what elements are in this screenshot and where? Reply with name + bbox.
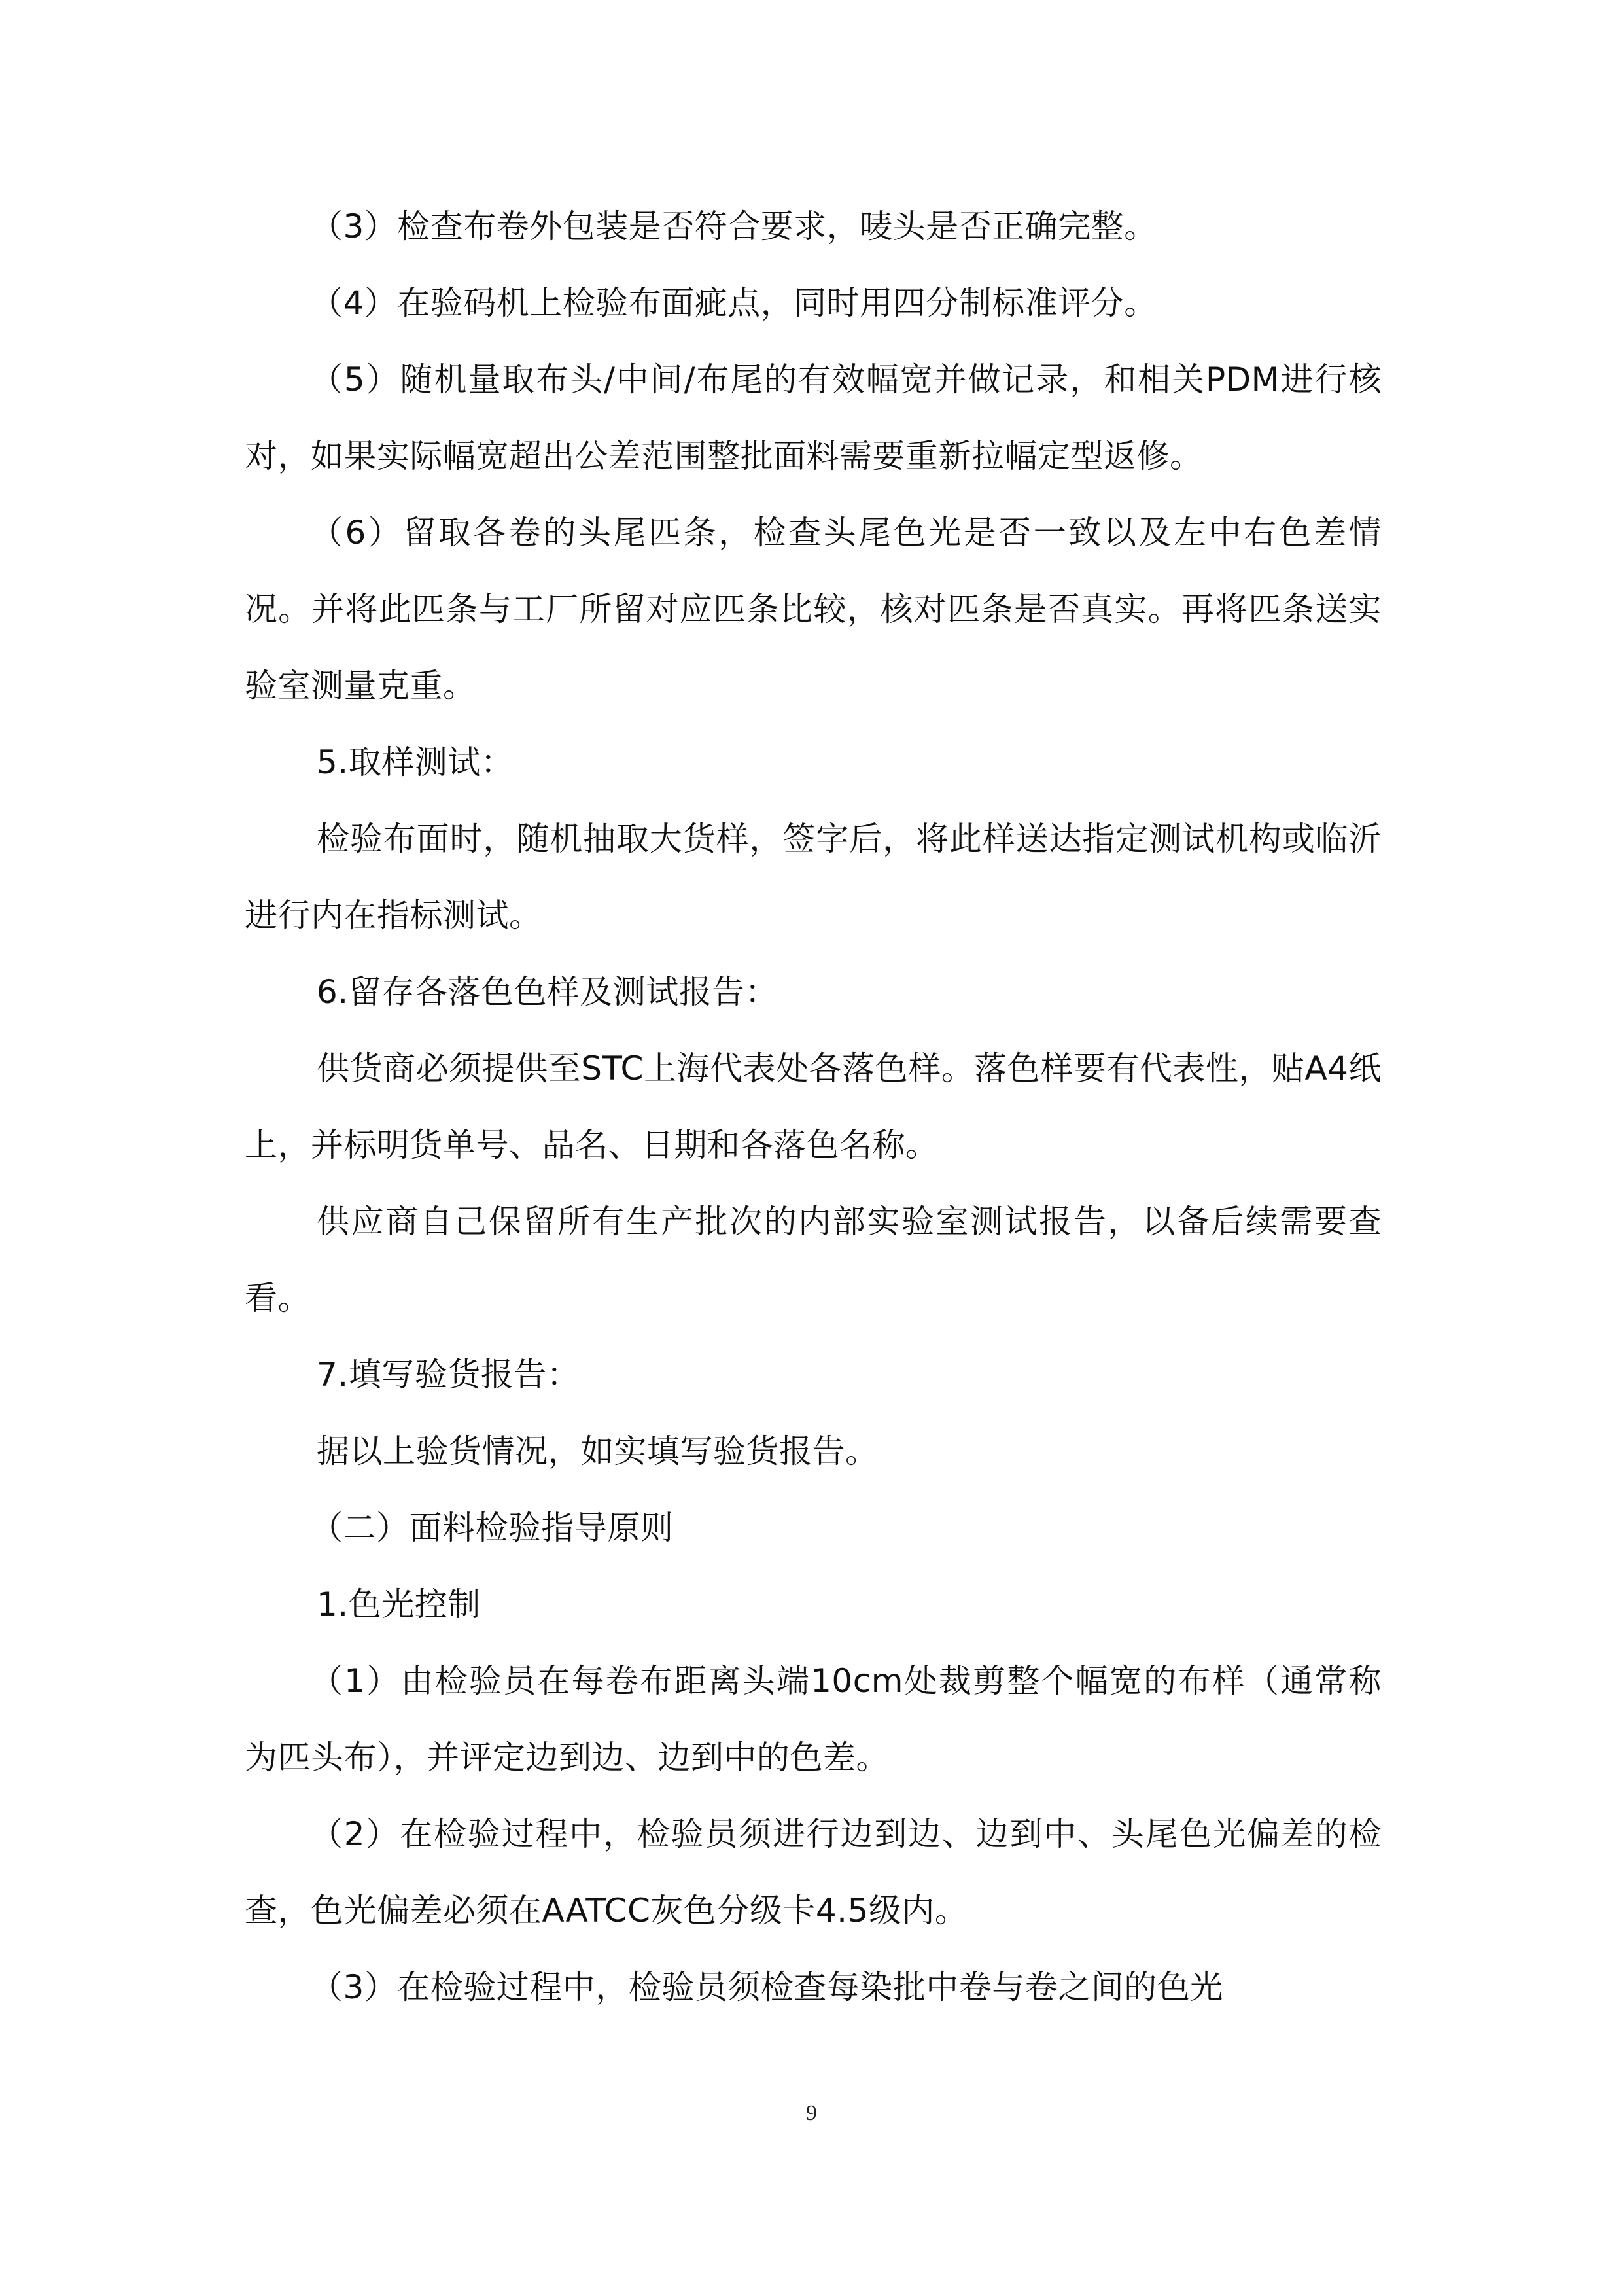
heading-shade-control: 1.色光控制 bbox=[317, 1585, 481, 1623]
paragraph-packaging-check: （3）检查布卷外包装是否符合要求，唛头是否正确完整。 bbox=[310, 207, 1157, 245]
paragraph-sampling-test: 检验布面时，随机抽取大货样，签字后，将此样送达指定测试机构或临沂进行内在指标测试。 bbox=[245, 820, 1382, 934]
paragraph-inspection-report: 据以上验货情况，如实填写验货报告。 bbox=[317, 1432, 879, 1470]
paragraph-supplier-samples: 供货商必须提供至STC上海代表处各落色样。落色样要有代表性，贴A4纸上，并标明货单号、品名、日期和各落色名称。 bbox=[245, 1050, 1382, 1164]
heading-fabric-guidelines: （二）面料检验指导原则 bbox=[310, 1509, 674, 1547]
paragraph-head-tail-strips: （6）留取各卷的头尾匹条，检查头尾色光是否一致以及左中右色差情况。并将此匹条与工厂所留对应匹条比较，核对匹条是否真实。再将匹条送实验室测量克重。 bbox=[245, 514, 1382, 705]
paragraph-shade-control-3: （3）在检验过程中，检验员须检查每染批中卷与卷之间的色光 bbox=[310, 1968, 1223, 2006]
paragraph-width-measurement: （5）随机量取布头/中间/布尾的有效幅宽并做记录，和相关PDM进行核对，如果实际幅宽超出公差范围整批面料需要重新拉幅定型返修。 bbox=[245, 361, 1382, 475]
paragraph-shade-control-1: （1）由检验员在每卷布距离头端10cm处裁剪整个幅宽的布样（通常称为匹头布），并评定边到边、边到中的色差。 bbox=[245, 1662, 1382, 1776]
page-number: 9 bbox=[806, 2101, 817, 2125]
heading-inspection-report: 7.填写验货报告： bbox=[317, 1356, 580, 1394]
heading-sampling-test: 5.取样测试： bbox=[317, 743, 514, 781]
paragraph-defect-inspection: （4）在验码机上检验布面疵点，同时用四分制标准评分。 bbox=[310, 284, 1157, 322]
body-text bbox=[245, 188, 1382, 2026]
paragraph-supplier-reports: 供应商自己保留所有生产批次的内部实验室测试报告，以备后续需要查看。 bbox=[245, 1203, 1382, 1317]
heading-retain-samples: 6.留存各落色色样及测试报告： bbox=[317, 973, 778, 1011]
paragraph-shade-control-2: （2）在检验过程中，检验员须进行边到边、边到中、头尾色光偏差的检查，色光偏差必须在AATCC灰色分级卡4.5级内。 bbox=[245, 1815, 1382, 1930]
